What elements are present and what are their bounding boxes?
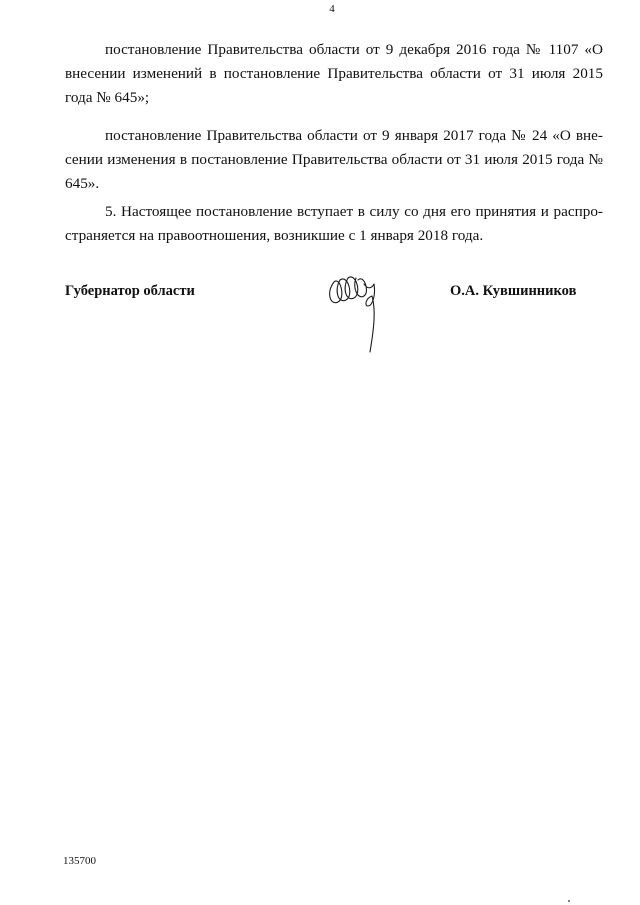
signatory-title: Губернатор области: [65, 283, 195, 299]
scan-speck: [568, 900, 570, 902]
paragraph-resolution-24: постановление Правительства области от 9 января 2017 года № 24 «О вне-сении изменения в постановление Правительства области от 31 июля 2015 года № 645».: [65, 127, 603, 192]
paragraph-resolution-1107: постановление Правительства области от 9 декабря 2016 года № 1107 «О внесении изменений в постановление Правительства области от 31 июля 2015 года № 645»;: [65, 41, 603, 106]
handwritten-signature: [322, 262, 386, 354]
page-number: 4: [329, 3, 335, 15]
signatory-name: О.А. Кувшинников: [450, 283, 577, 299]
footer-document-number: 135700: [63, 855, 96, 867]
paragraph-effective-date: 5. Настоящее постановление вступает в силу со дня его принятия и распро-страняется на правоотношения, возникшие с 1 января 2018 года.: [65, 203, 603, 244]
